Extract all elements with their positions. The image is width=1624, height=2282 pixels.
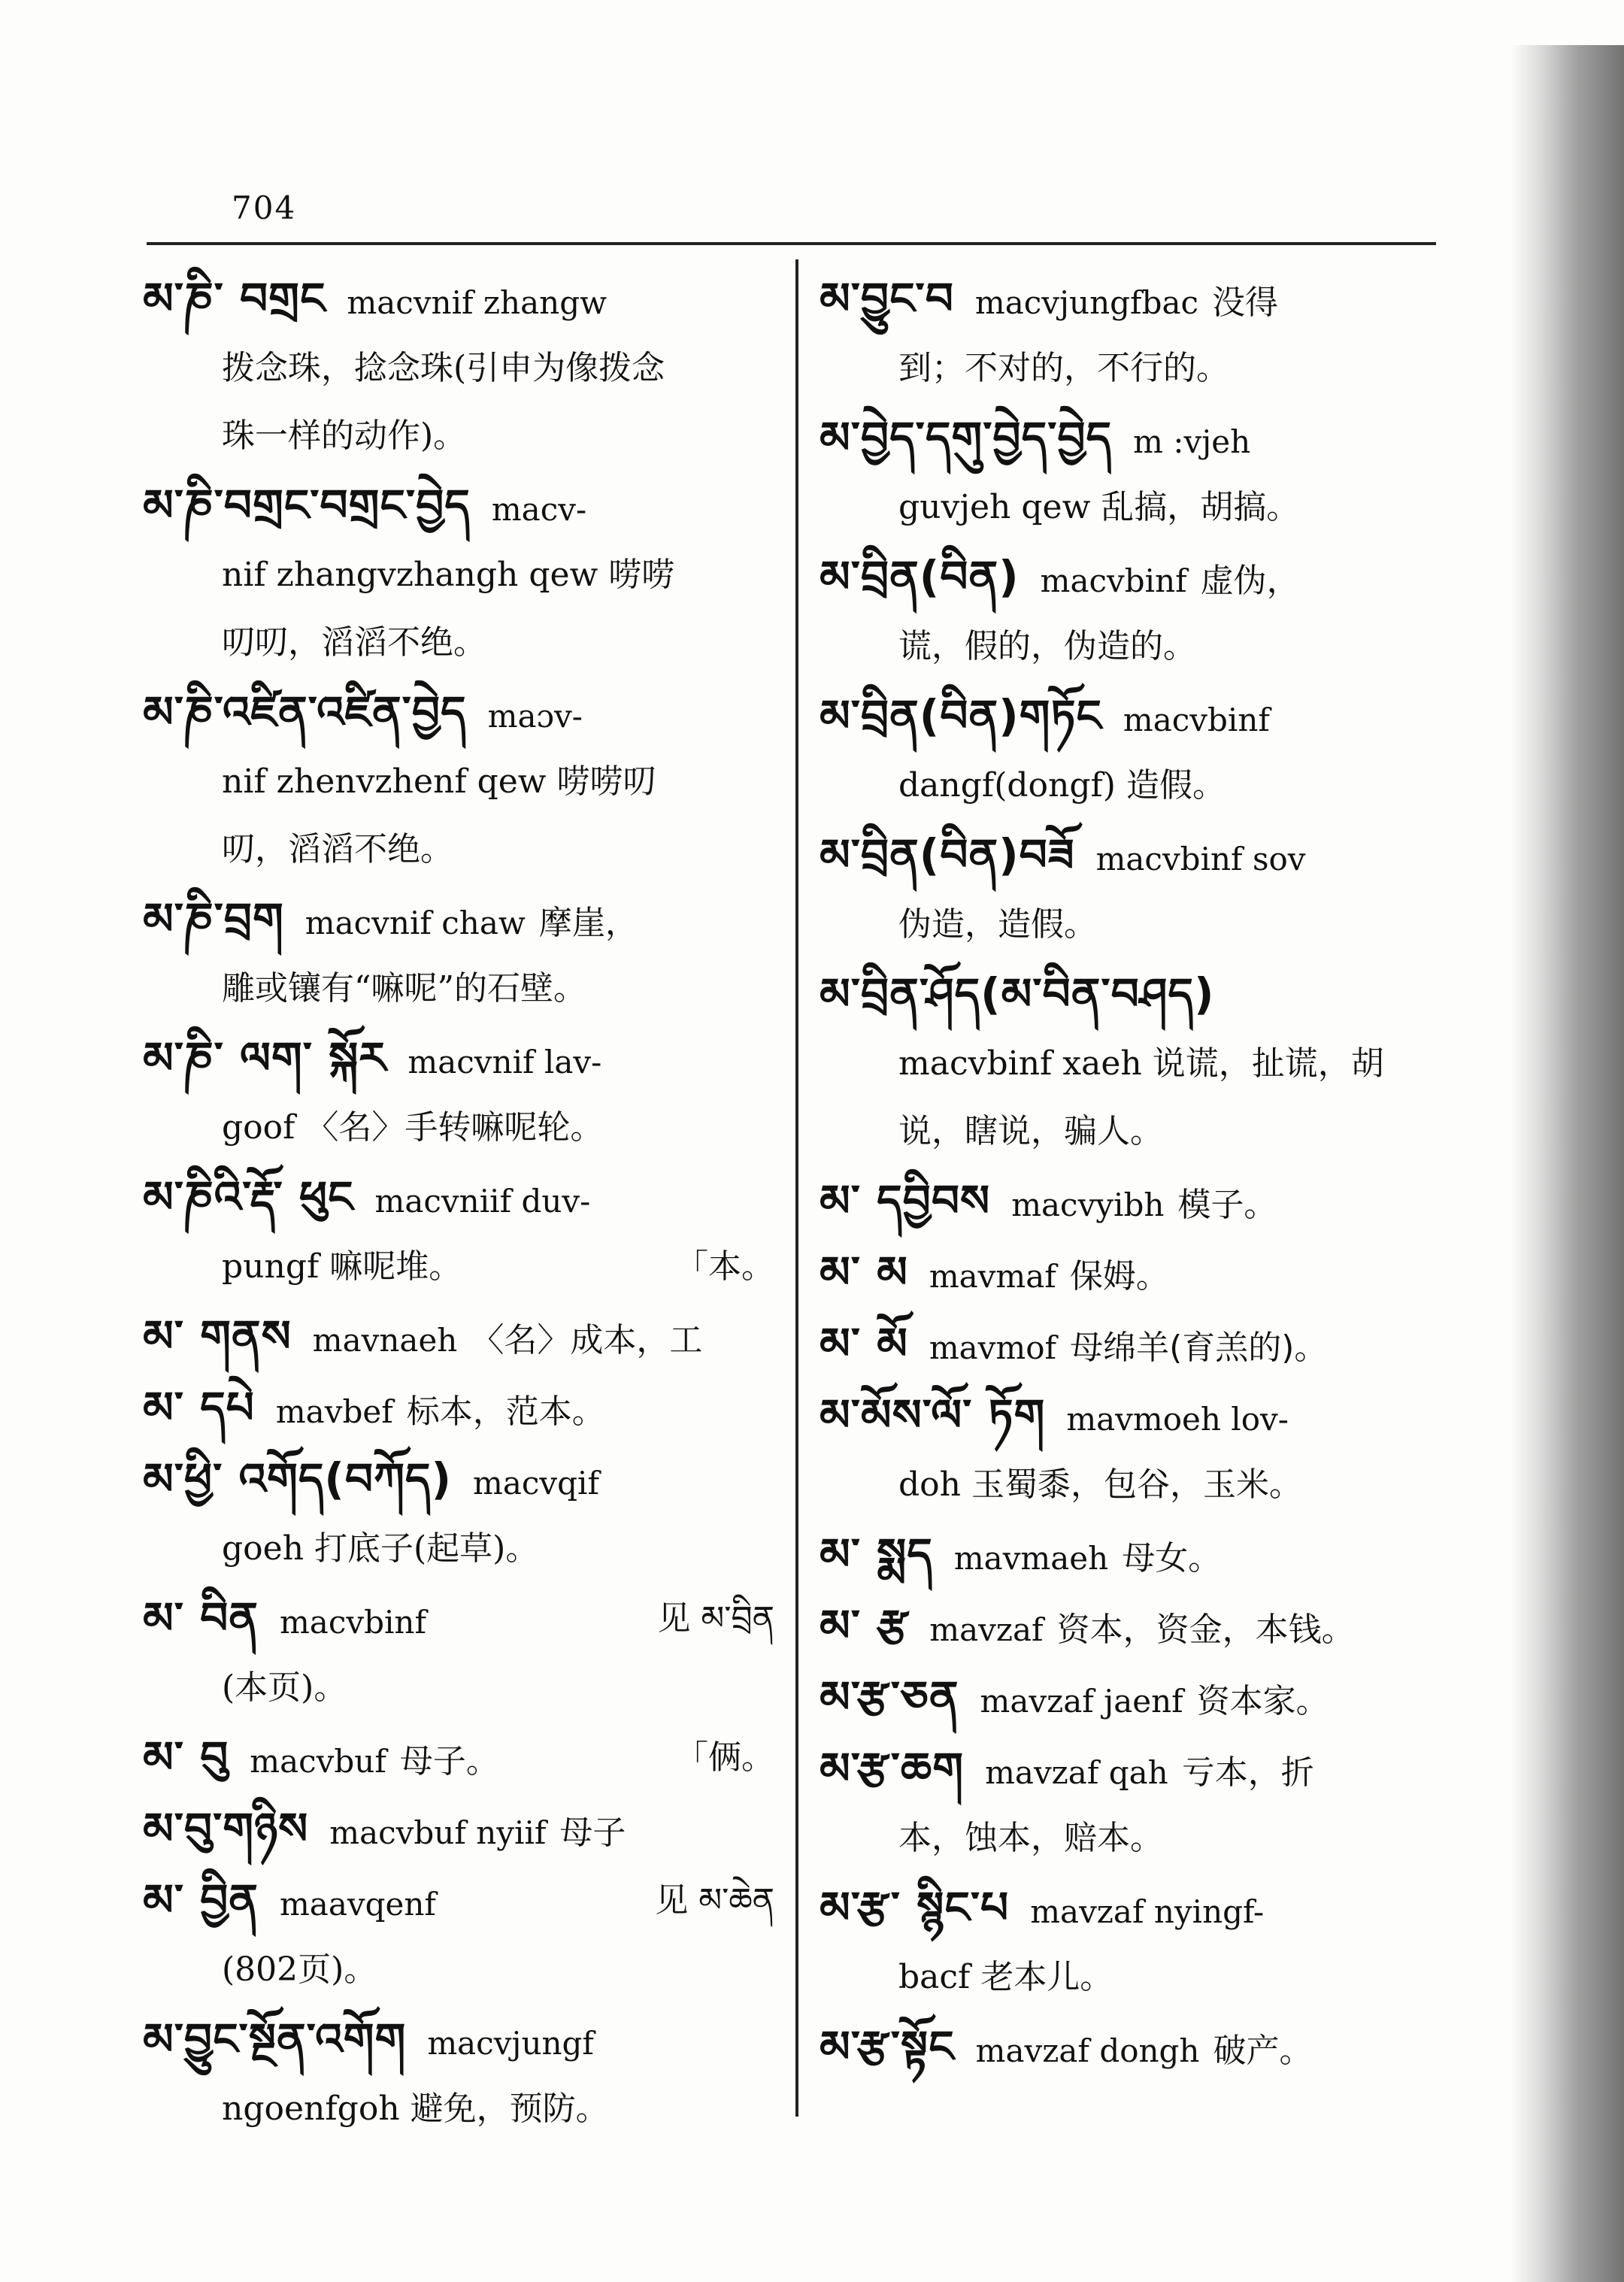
continuation-text: (本页)。 [222, 1668, 347, 1707]
continuation-text: macvbinf xaeh 说谎，扯谎，胡 [898, 1044, 1384, 1083]
continuation-text: 伪造，造假。 [898, 905, 1097, 944]
entry-headline [143, 1301, 774, 1372]
entry-headline [820, 263, 1436, 335]
tibetan-headword: མ་བྲིན(བིན) [820, 551, 1020, 602]
continuation-text: 雕或镶有“嘛呢”的石壁。 [222, 969, 586, 1008]
continuation-text: 谎，假的，伪造的。 [898, 627, 1196, 665]
dictionary-entry [820, 402, 1436, 541]
gloss: 没得 [1212, 283, 1279, 322]
gloss: 模子。 [1177, 1186, 1277, 1224]
tibetan-headword: མ་ མ [820, 1247, 908, 1298]
dictionary-entry [143, 883, 774, 1023]
romanization: mavzaf [929, 1611, 1044, 1648]
tibetan-headword: མ་ གནས [143, 1311, 292, 1362]
gloss-continuation [143, 748, 774, 816]
dictionary-entry [143, 1865, 774, 2004]
entry-headline [820, 1380, 1436, 1451]
gloss: 破产。 [1213, 2032, 1313, 2070]
romanization: mavzaf jaenf [980, 1683, 1183, 1720]
tibetan-headword: མ་ རྩ [820, 1600, 909, 1651]
gloss-continuation [820, 1030, 1436, 1098]
dictionary-entry [820, 1662, 1436, 1733]
gloss: 〈名〉成本，工 [471, 1321, 703, 1359]
romanization: mavzaf qah [985, 1754, 1168, 1791]
dictionary-entry [143, 1372, 774, 1444]
gloss-continuation [143, 816, 774, 883]
tibetan-headword: མ་ བྱིན [143, 1874, 259, 1926]
romanization: macvniif duv- [374, 1183, 591, 1220]
continuation-text: 珠一样的动作)。 [222, 417, 467, 455]
entry-headline [143, 2004, 774, 2075]
continuation-text: 叨叨，滔滔不绝。 [222, 623, 486, 662]
gloss-continuation [143, 1654, 774, 1722]
romanization: macv- [491, 491, 587, 528]
gloss-continuation [820, 1805, 1436, 1872]
dictionary-entry [143, 1444, 774, 1583]
gloss-continuation [143, 335, 774, 402]
tibetan-headword: མ་མོས་ལོ་ ཏོག [820, 1390, 1046, 1441]
scan-edge-shadow [1511, 45, 1624, 2282]
dictionary-entry [143, 2004, 774, 2143]
entry-headline [143, 1162, 774, 1233]
entry-headline [820, 1165, 1436, 1237]
gloss: 虚伪， [1200, 562, 1300, 600]
entry-headline [143, 1023, 774, 1094]
entry-headline [143, 1793, 774, 1865]
entry-headline [820, 820, 1436, 891]
entry-headline [143, 677, 774, 748]
dictionary-entry [820, 1590, 1436, 1662]
tibetan-headword: མ་ཎི་ བགྲང [143, 273, 326, 324]
continuation-text: 本，蚀本，赔本。 [898, 1819, 1163, 1857]
gloss: 母子 [559, 1814, 626, 1852]
dictionary-entry [820, 1165, 1436, 1237]
tibetan-headword: མ་བྲིན་ཤོད(མ་བིན་བཤད) [820, 968, 1215, 1020]
entry-headline [820, 1872, 1436, 1944]
gloss-continuation [820, 613, 1436, 680]
gloss-continuation [143, 1233, 774, 1301]
gloss-continuation [143, 1094, 774, 1162]
continuation-text: ngoenfgoh 避免，预防。 [222, 2090, 609, 2128]
romanization: mavbef [275, 1393, 393, 1430]
dictionary-entry [143, 1023, 774, 1162]
gloss-continuation [143, 1515, 774, 1583]
continuation-text: nif zhenvzhenf qew 唠唠叨 [222, 762, 656, 801]
tibetan-headword: མ་ དཔེ [143, 1382, 255, 1433]
dictionary-entry [820, 959, 1436, 1165]
dictionary-entry [820, 1380, 1436, 1519]
entry-headline [143, 1865, 774, 1936]
tibetan-headword: མ་ མོ [820, 1318, 908, 1369]
gloss-continuation [820, 1451, 1436, 1519]
gloss-continuation [820, 891, 1436, 959]
romanization: maɔv- [487, 698, 583, 735]
tibetan-headword: མ་ཕྱི་ འགོད(བཀོད) [143, 1453, 453, 1505]
gloss: 母女。 [1122, 1539, 1222, 1577]
entry-headline [143, 1583, 774, 1654]
continuation-text: (802页)。 [222, 1950, 377, 1989]
entry-headline [820, 1590, 1436, 1662]
tibetan-headword: མ་རྩ་སྟོང [820, 2021, 955, 2072]
dictionary-entry [820, 820, 1436, 959]
romanization: macvnif chaw [304, 905, 526, 941]
entry-headline [143, 1722, 774, 1793]
tibetan-headword: མ་ཎི་བྲག [143, 893, 284, 944]
gloss: 母绵羊(育羔的)。 [1070, 1329, 1328, 1367]
romanization: macvbuf [250, 1743, 386, 1780]
dictionary-entry [820, 1733, 1436, 1872]
romanization: macvbinf sov [1095, 841, 1306, 877]
continuation-text: goeh 打底子(起草)。 [222, 1529, 539, 1568]
dictionary-entry [820, 1237, 1436, 1308]
romanization: macvnif zhangw [347, 284, 607, 321]
tibetan-headword: མ་བྱེད་དགུ་བྱེད་བྱེད [820, 412, 1113, 463]
line-tail: 见 མ་བྲིན [657, 1599, 774, 1638]
tibetan-headword: མ་བྱུང་སྔོན་འགོག [143, 2014, 407, 2065]
left-column [143, 263, 774, 2143]
continuation-text: doh 玉蜀黍，包谷，玉米。 [898, 1465, 1302, 1504]
romanization: macvbinf [1040, 562, 1187, 599]
dictionary-entry [820, 680, 1436, 820]
tibetan-headword: མ་བྱུང་བ [820, 273, 954, 324]
gloss: 母子。 [399, 1742, 499, 1780]
dictionary-entry [143, 263, 774, 470]
tibetan-headword: མ་རྩ་ཅན [820, 1671, 959, 1723]
continuation-text: 说，瞎说，骗人。 [898, 1112, 1163, 1150]
romanization: mavnaeh [312, 1322, 458, 1359]
gloss-continuation [143, 2075, 774, 2143]
dictionary-entry [820, 2011, 1436, 2083]
tibetan-headword: མ་ བིན [143, 1593, 259, 1644]
dictionary-entry [143, 1162, 774, 1301]
tibetan-headword: མ་ཎི་བགྲང་བགྲང་བྱེད [143, 480, 471, 531]
dictionary-entry [820, 263, 1436, 402]
continuation-text: goof 〈名〉手转嘛呢轮。 [222, 1108, 604, 1147]
continuation-text: nif zhangvzhangh qew 唠唠 [222, 556, 675, 594]
entry-headline [820, 1519, 1436, 1590]
romanization: macvbinf [279, 1604, 426, 1641]
tibetan-headword: མ་ བུ [143, 1732, 229, 1783]
romanization: macvbuf nyiif [329, 1814, 547, 1851]
gloss: 资本，资金，本钱。 [1056, 1611, 1355, 1649]
romanization: mavmof [929, 1329, 1057, 1366]
line-tail: 「俩。 [675, 1738, 774, 1777]
gloss-continuation [143, 955, 774, 1023]
romanization: mavzaf dongh [975, 2032, 1200, 2069]
romanization: mavmaeh [953, 1540, 1109, 1577]
romanization: mavzaf nyingf- [1030, 1893, 1265, 1930]
gloss-continuation [820, 752, 1436, 820]
entry-headline [820, 680, 1436, 752]
gloss: 标本，范本。 [406, 1393, 605, 1431]
gloss-continuation [143, 1936, 774, 2004]
romanization: m :vjeh [1133, 423, 1251, 460]
entry-headline [143, 883, 774, 955]
entry-headline [820, 402, 1436, 474]
dictionary-entry [143, 1583, 774, 1722]
dictionary-entry [820, 1872, 1436, 2011]
gloss-continuation [820, 1944, 1436, 2011]
gloss: 摩崖， [538, 904, 638, 942]
gloss-continuation [143, 541, 774, 609]
entry-headline [820, 541, 1436, 613]
dictionary-entry [143, 1793, 774, 1865]
romanization: macvqif [473, 1465, 599, 1502]
entry-headline [820, 1662, 1436, 1733]
entry-headline [143, 1372, 774, 1444]
tibetan-headword: མ་ སྨད [820, 1529, 933, 1580]
right-column [820, 263, 1436, 2083]
continuation-text: 拨念珠，捻念珠(引申为像拨念 [222, 349, 665, 387]
line-tail: 「本。 [675, 1247, 774, 1286]
romanization: mavmoeh lov- [1066, 1401, 1289, 1438]
continuation-text: guvjeh qew 乱搞，胡搞。 [898, 488, 1300, 526]
continuation-text: pungf 嘛呢堆。 [222, 1247, 462, 1286]
dictionary-entry [820, 1308, 1436, 1380]
page-number: 704 [232, 189, 297, 226]
gloss-continuation [820, 1098, 1436, 1165]
continuation-text: bacf 老本儿。 [898, 1958, 1113, 1996]
romanization: macvnif lav- [408, 1044, 602, 1080]
gloss-continuation [820, 335, 1436, 402]
romanization: macvjungfbac [974, 284, 1199, 321]
entry-headline [820, 1308, 1436, 1380]
continuation-text: 叨，滔滔不绝。 [222, 830, 453, 868]
tibetan-headword: མ་རྩ་ སྙིང་པ [820, 1882, 1010, 1933]
entry-headline [143, 1444, 774, 1515]
tibetan-headword: མ་རྩ་ཆག [820, 1743, 965, 1794]
gloss-continuation [143, 609, 774, 677]
tibetan-headword: མ་ཎི་ ལག་ སྐོར [143, 1032, 387, 1083]
entry-headline [820, 1733, 1436, 1805]
tibetan-headword: མ་བྲིན(བིན)གཏོང [820, 690, 1102, 741]
header-rule [147, 242, 1436, 245]
gloss-continuation [143, 402, 774, 470]
continuation-text: dangf(dongf) 造假。 [898, 766, 1226, 805]
dictionary-entry [143, 470, 774, 677]
gloss-continuation [820, 474, 1436, 541]
romanization: mavmaf [929, 1258, 1056, 1295]
gloss: 保姆。 [1069, 1257, 1169, 1296]
romanization: macvjungf [427, 2025, 594, 2062]
entry-headline [143, 263, 774, 335]
tibetan-headword: མ་ཎིའི་རྡོ་ ཕུང [143, 1171, 354, 1223]
tibetan-headword: མ་བྲིན(བིན)བཟོ [820, 829, 1075, 880]
romanization: maavqenf [279, 1886, 436, 1923]
dictionary-entry [820, 541, 1436, 680]
dictionary-entry [143, 1722, 774, 1793]
gloss: 亏本，折 [1181, 1753, 1314, 1792]
gloss: 资本家。 [1196, 1682, 1329, 1720]
dictionary-entry [143, 677, 774, 883]
tibetan-headword: མ་ཎི་འཛིན་འཛིན་བྱེད [143, 686, 467, 738]
entry-headline [143, 470, 774, 541]
tibetan-headword: མ་ དབྱིབས [820, 1175, 991, 1226]
entry-headline [820, 2011, 1436, 2083]
dictionary-entry [143, 1301, 774, 1372]
entry-headline [820, 959, 1436, 1030]
entry-headline [820, 1237, 1436, 1308]
continuation-text: 到；不对的，不行的。 [898, 349, 1229, 387]
line-tail: 见 མ་ཆེན [655, 1881, 774, 1920]
column-divider [795, 259, 798, 2117]
romanization: macvbinf [1123, 702, 1270, 738]
dictionary-entry [820, 1519, 1436, 1590]
tibetan-headword: མ་བུ་གཉིས [143, 1803, 309, 1854]
romanization: macvyibh [1011, 1186, 1165, 1223]
